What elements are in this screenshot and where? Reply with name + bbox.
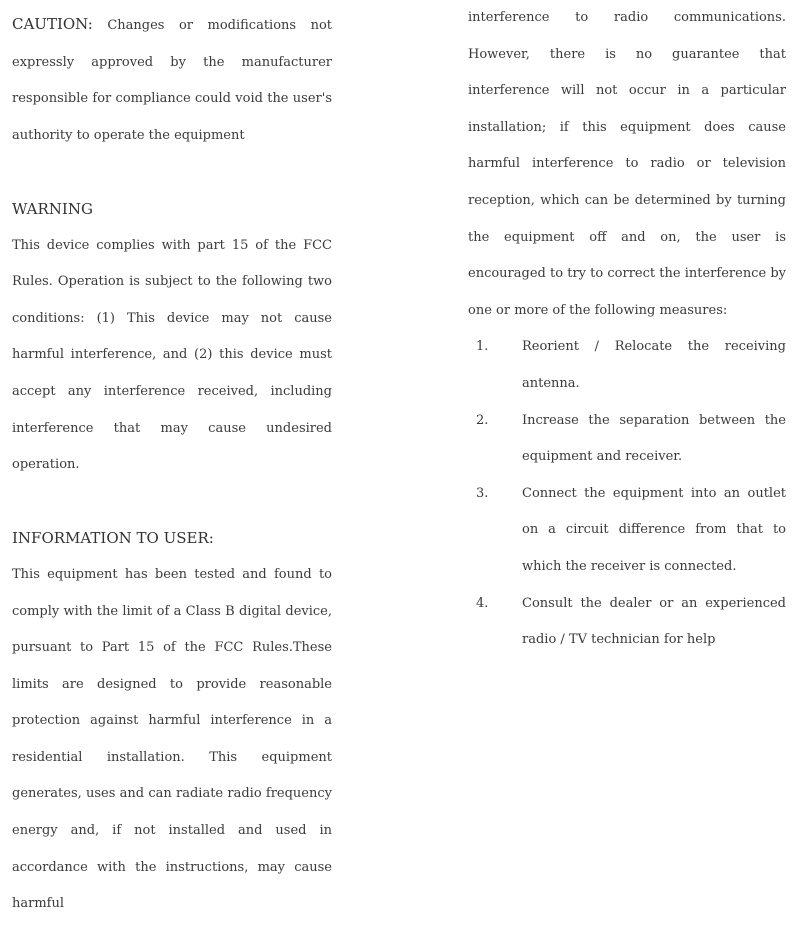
right-column [468, 0, 786, 659]
list-item [468, 329, 786, 402]
section-gap [12, 484, 332, 521]
list-item-text: Increase the separation between the equipment and receiver. [522, 412, 786, 465]
caution-text: Changes or modifications not expressly approved by the manufacturer responsible for compliance could void the user's authority to operate the equipment [12, 18, 332, 143]
list-item-number: 2. [476, 412, 489, 428]
warning-heading: WARNING [12, 199, 93, 218]
caution-label: CAUTION: [12, 15, 93, 33]
list-item [468, 403, 786, 476]
left-column [12, 6, 332, 923]
measures-list [468, 329, 786, 658]
caution-paragraph [12, 6, 332, 154]
list-item-text: Reorient / Relocate the receiving antenna. [522, 339, 786, 391]
list-item-text: Connect the equipment into an outlet on a circuit difference from that to which the receiver is connected. [522, 485, 786, 574]
list-item-number: 4. [476, 595, 489, 611]
info-text-left: This equipment has been tested and found to comply with the limit of a Class B digital device, pursuant to Part 15 of the FCC Rules.These limits are designed to provide reasonable protection against harmful interference in a residential installation. This equipment generates, uses and can radiate radio frequency energy and, if not installed and used in accordance with the instructions, may cause harmful [12, 566, 332, 912]
list-item [468, 586, 786, 659]
list-item [468, 476, 786, 586]
info-heading: INFORMATION TO USER: [12, 529, 214, 548]
info-text-right: interference to radio communications. However, there is no guarantee that interference will not occur in a particular installation; if this equipment does cause harmful interference to radio or television reception, which can be determined by turning the equipment off and on, the user is encouraged to try to correct the interference by one or more of the following measures: [468, 10, 786, 318]
list-item-number: 3. [476, 485, 489, 501]
list-item-number: 1. [476, 339, 489, 355]
section-gap [12, 154, 332, 191]
list-item-text: Consult the dealer or an experienced radio / TV technician for help [522, 595, 786, 648]
warning-text: This device complies with part 15 of the FCC Rules. Operation is subject to the following two conditions: (1) This device may not cause harmful interference, and (2) this device must accept any interference received, including interference that may cause undesired operation. [12, 237, 332, 473]
